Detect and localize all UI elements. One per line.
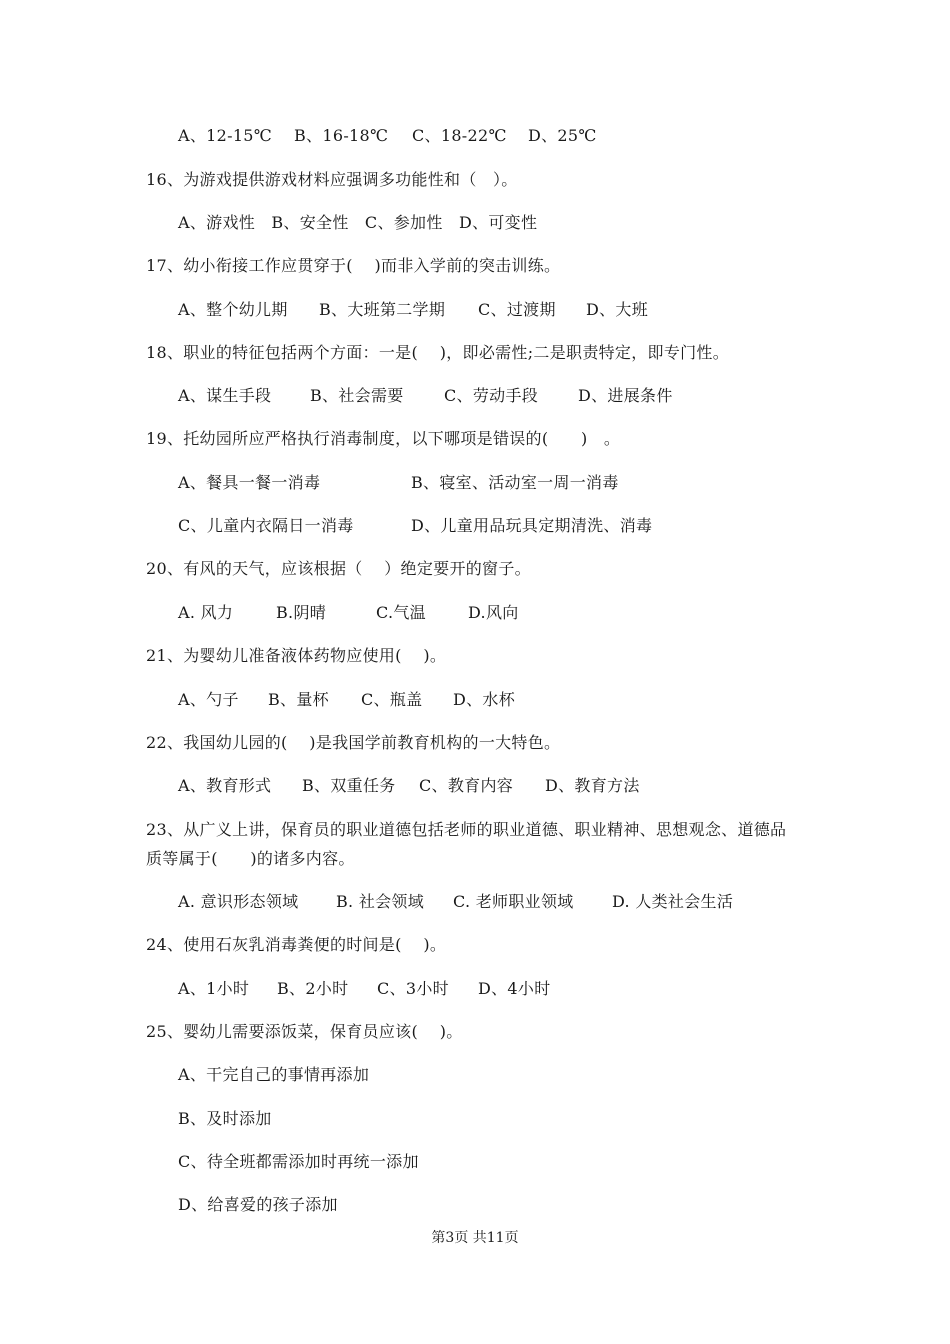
q18-option-c: C、劳动手段: [444, 386, 539, 405]
q21-option-a: A、勺子: [178, 690, 239, 709]
q23-option-c: C. 老师职业领域: [453, 892, 574, 911]
q22-stem: 22、我国幼儿园的( )是我国学前教育机构的一大特色。: [146, 733, 561, 752]
q22-option-a: A、教育形式: [178, 776, 272, 795]
q24-option-b: B、2小时: [277, 979, 349, 998]
q20-option-b: B.阴晴: [276, 603, 327, 622]
q24-option-a: A、1小时: [178, 979, 250, 998]
q25-option-b: B、及时添加: [178, 1109, 272, 1128]
q19-option-d: D、儿童用品玩具定期清洗、消毒: [411, 516, 653, 535]
q20-option-d: D.风向: [468, 603, 519, 622]
q16-stem: 16、为游戏提供游戏材料应强调多功能性和（ ）。: [146, 170, 518, 189]
q24-option-c: C、3小时: [377, 979, 449, 998]
q21-stem: 21、为婴幼儿准备液体药物应使用( )。: [146, 646, 447, 665]
q15-option-a: A、12-15℃: [178, 126, 272, 145]
q17-option-a: A、整个幼儿期: [178, 300, 288, 319]
q22-option-c: C、教育内容: [419, 776, 514, 795]
q15-option-d: D、25℃: [528, 126, 597, 145]
q24-option-d: D、4小时: [478, 979, 551, 998]
q21-option-d: D、水杯: [453, 690, 516, 709]
q23-option-a: A. 意识形态领域: [178, 892, 299, 911]
q17-option-b: B、大班第二学期: [319, 300, 446, 319]
q19-option-c: C、儿童内衣隔日一消毒: [178, 516, 354, 535]
q17-option-d: D、大班: [586, 300, 649, 319]
q23-option-d: D. 人类社会生活: [612, 892, 734, 911]
q25-option-c: C、待全班都需添加时再统一添加: [178, 1152, 419, 1171]
q17-option-c: C、过渡期: [478, 300, 556, 319]
q22-option-d: D、教育方法: [545, 776, 640, 795]
q19-option-a: A、餐具一餐一消毒: [178, 473, 321, 492]
q18-stem: 18、职业的特征包括两个方面：一是( )，即必需性;二是职责特定，即专门性。: [146, 343, 730, 362]
q18-option-d: D、进展条件: [578, 386, 673, 405]
q15-option-b: B、16-18℃: [294, 126, 389, 145]
q25-option-a: A、干完自己的事情再添加: [178, 1065, 370, 1084]
q20-stem: 20、有风的天气，应该根据（ ）绝定要开的窗子。: [146, 559, 531, 578]
q18-option-b: B、社会需要: [310, 386, 404, 405]
q25-option-d: D、给喜爱的孩子添加: [178, 1195, 338, 1214]
q16-options: A、游戏性 B、安全性 C、参加性 D、可变性: [178, 213, 538, 232]
q15-option-c: C、18-22℃: [412, 126, 507, 145]
q19-stem: 19、托幼园所应严格执行消毒制度，以下哪项是错误的( ) 。: [146, 429, 621, 448]
q20-option-a: A. 风力: [178, 603, 234, 622]
q23-stem-line1: 23、从广义上讲，保育员的职业道德包括老师的职业道德、职业精神、思想观念、道德品: [146, 820, 787, 839]
q19-option-b: B、寝室、活动室一周一消毒: [411, 473, 619, 492]
q25-stem: 25、婴幼儿需要添饭菜，保育员应该( )。: [146, 1022, 463, 1041]
page-footer: 第3页 共11页: [431, 1230, 519, 1246]
q23-stem-line2: 质等属于( )的诸多内容。: [146, 849, 355, 868]
q17-stem: 17、幼小衔接工作应贯穿于( )而非入学前的突击训练。: [146, 256, 561, 275]
q18-option-a: A、谋生手段: [178, 386, 272, 405]
q22-option-b: B、双重任务: [302, 776, 396, 795]
q20-option-c: C.气温: [376, 603, 426, 622]
q21-option-b: B、量杯: [268, 690, 329, 709]
q23-option-b: B. 社会领域: [336, 892, 425, 911]
q21-option-c: C、瓶盖: [361, 690, 423, 709]
q24-stem: 24、使用石灰乳消毒粪便的时间是( )。: [146, 935, 447, 954]
